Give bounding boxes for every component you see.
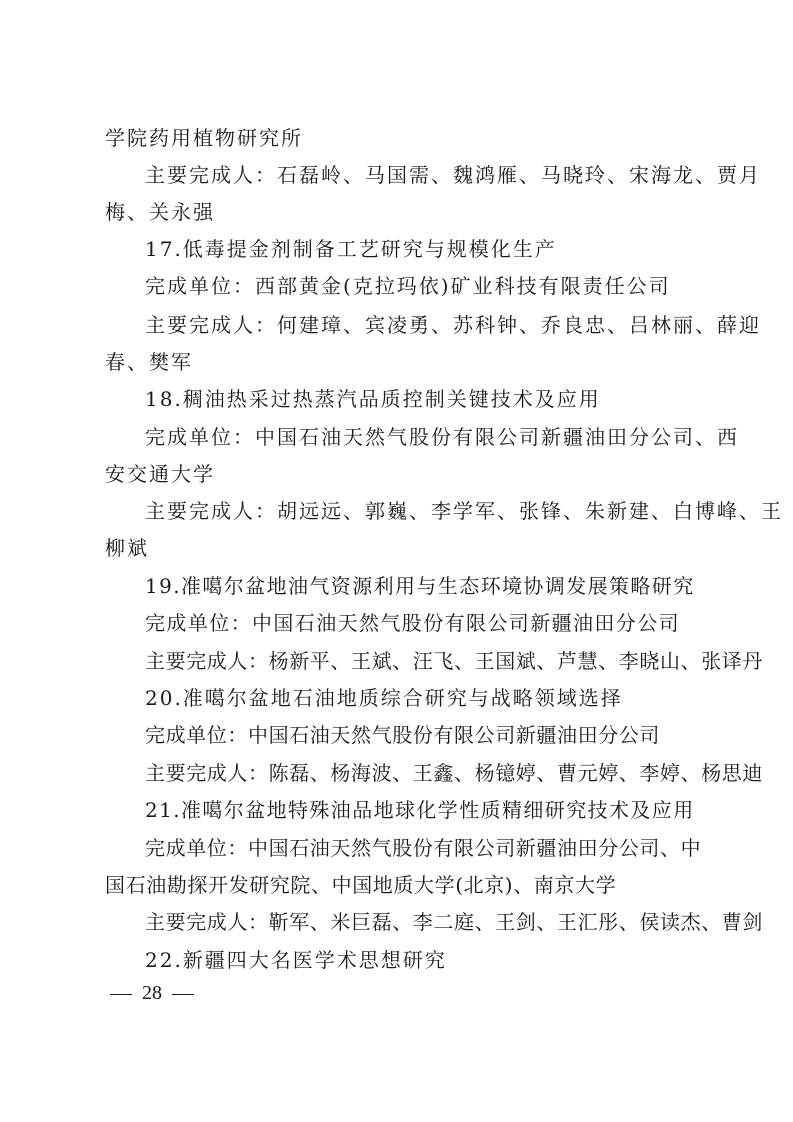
footer-dash-left [110,994,132,995]
page-number: 28 [142,982,162,1004]
text-line: 完成单位：西部黄金(克拉玛依)矿业科技有限责任公司 [145,274,671,298]
text-line: 学院药用植物研究所 [105,126,303,150]
item-heading: 18.稠油热采过热蒸汽品质控制关键技术及应用 [145,387,601,411]
page-footer [110,980,194,1006]
item-heading: 17.低毒提金剂制备工艺研究与规模化生产 [145,237,557,261]
text-line: 主要完成人：陈磊、杨海波、王鑫、杨镱婷、曹元婷、李婷、杨思迪 [145,761,763,785]
text-line: 完成单位：中国石油天然气股份有限公司新疆油田分公司、中 [145,836,702,860]
text-line: 主要完成人：靳军、米巨磊、李二庭、王剑、王汇彤、侯读杰、曹剑 [145,910,763,934]
text-line: 主要完成人：石磊岭、马国需、魏鸿雁、马晓玲、宋海龙、贾月 [145,163,761,187]
text-line: 春、樊军 [105,350,193,374]
footer-dash-right [172,994,194,995]
text-line: 主要完成人：杨新平、王斌、汪飞、王国斌、芦慧、李晓山、张译丹 [145,649,763,673]
text-line: 安交通大学 [105,462,215,486]
text-line: 主要完成人：何建璋、宾凌勇、苏科钟、乔良忠、吕林丽、薛迎 [145,313,761,337]
text-line: 柳斌 [105,536,149,560]
text-line: 梅、关永强 [105,200,215,224]
text-line: 国石油勘探开发研究院、中国地质大学(北京)、南京大学 [105,873,617,897]
text-line: 主要完成人：胡远远、郭巍、李学军、张锋、朱新建、白博峰、王 [145,499,783,523]
item-heading: 21.准噶尔盆地特殊油品地球化学性质精细研究技术及应用 [145,798,695,822]
text-line: 完成单位：中国石油天然气股份有限公司新疆油田分公司 [145,723,660,747]
item-heading: 19.准噶尔盆地油气资源利用与生态环境协调发展策略研究 [145,574,695,598]
item-heading: 20.准噶尔盆地石油地质综合研究与战略领域选择 [145,686,623,710]
item-heading: 22.新疆四大名医学术思想研究 [145,948,447,972]
text-line: 完成单位：中国石油天然气股份有限公司新疆油田分公司 [145,611,680,635]
text-line: 完成单位：中国石油天然气股份有限公司新疆油田分公司、西 [145,425,739,449]
